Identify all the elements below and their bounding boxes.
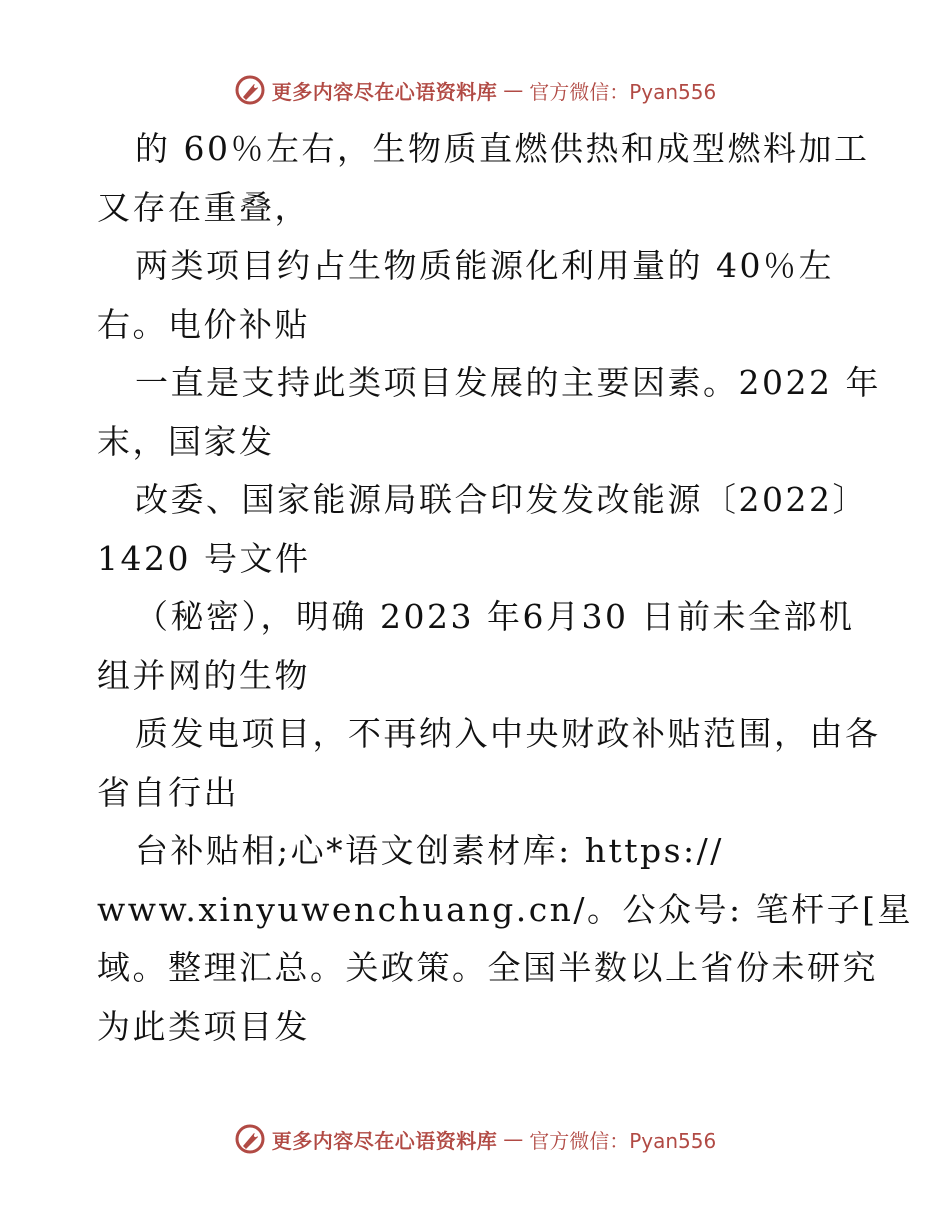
body-line: 改委、国家能源局联合印发发改能源〔2022〕 — [135, 480, 868, 519]
pen-nib-logo-icon — [234, 74, 266, 106]
body-line: 一直是支持此类项目发展的主要因素。2022 年 — [135, 363, 881, 402]
body-line: 的 60％左右，生物质直燃供热和成型燃料加工 — [135, 129, 870, 168]
body-line: 1420 号文件 — [97, 538, 311, 578]
footer-banner — [0, 1121, 950, 1157]
pen-nib-logo-icon — [234, 1123, 266, 1155]
body-line: （秘密），明确 2023 年6月30 日前未全部机 — [135, 597, 855, 636]
body-line: 又存在重叠， — [97, 187, 310, 227]
body-line: 组并网的生物 — [97, 655, 310, 695]
body-line: 右。电价补贴 — [97, 304, 310, 344]
header-banner — [0, 72, 950, 108]
document-body — [97, 120, 914, 1056]
header-banner-content — [234, 74, 717, 106]
footer-separator: — — [503, 1127, 524, 1151]
body-line: 质发电项目，不再纳入中央财政补贴范围，由各 — [135, 714, 881, 753]
body-line: 域。整理汇总。关政策。全国半数以上省份未研究 — [97, 948, 878, 987]
body-line: 末，国家发 — [97, 421, 275, 461]
body-line: 台补贴相;心*语文创素材库: https:// — [135, 831, 724, 870]
header-wechat-text: 官方微信：Pyan556 — [529, 79, 717, 104]
footer-wechat-text: 官方微信：Pyan556 — [529, 1128, 717, 1153]
body-line: 两类项目约占生物质能源化利用量的 40％左 — [135, 246, 834, 285]
body-line: 省自行出 — [97, 772, 239, 812]
footer-site-text: 更多内容尽在心语资料库 — [271, 1128, 498, 1153]
header-site-text: 更多内容尽在心语资料库 — [271, 79, 498, 104]
body-line: www.xinyuwenchuang.cn/。公众号: 笔杆子[星 — [97, 889, 914, 929]
header-separator: — — [503, 78, 524, 102]
footer-banner-content — [234, 1123, 717, 1155]
body-line: 为此类项目发 — [97, 1006, 310, 1046]
